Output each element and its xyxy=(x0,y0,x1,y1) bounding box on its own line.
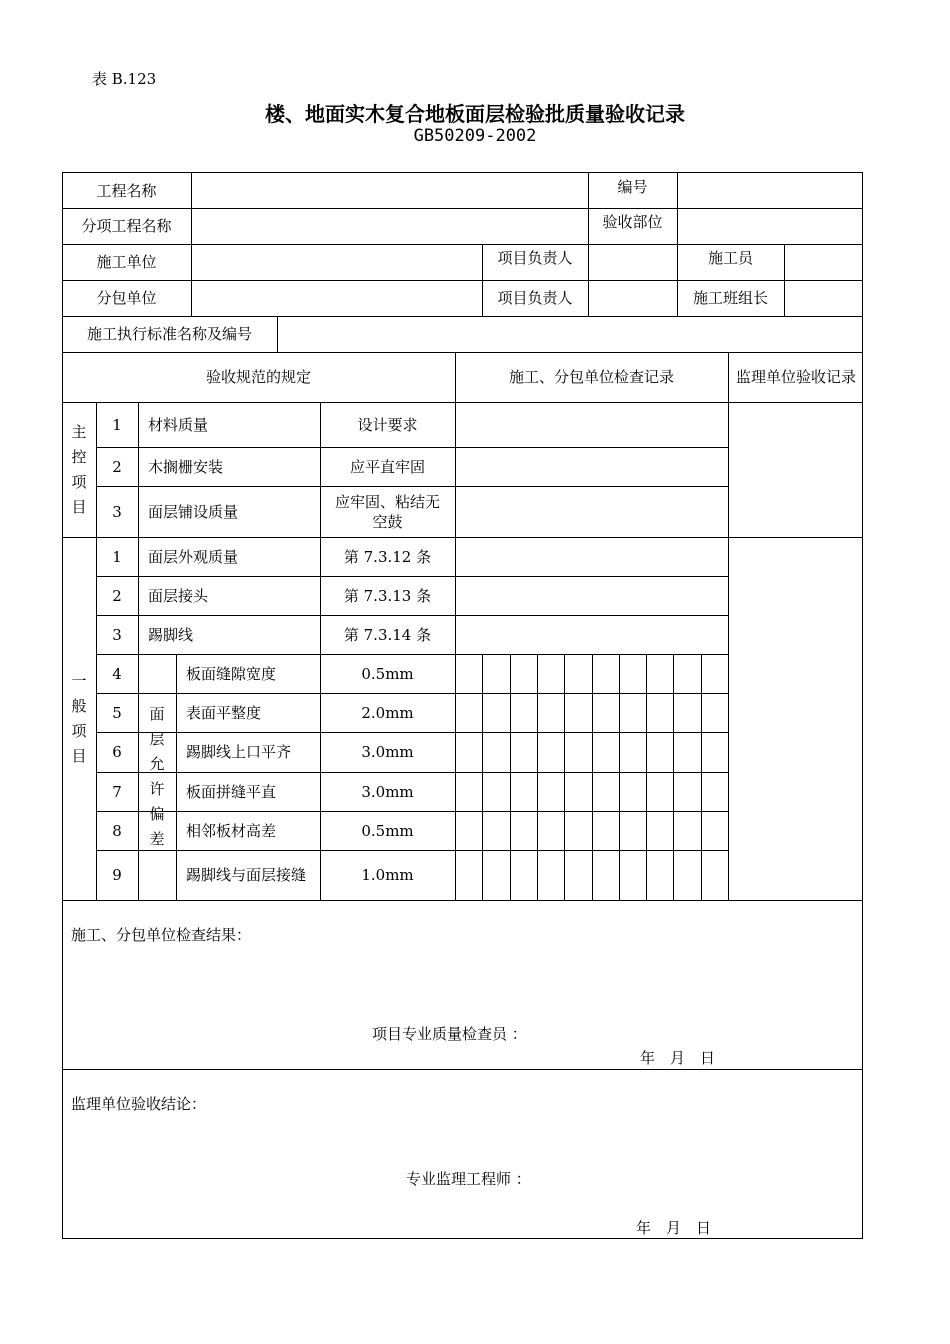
item-name: 面层外观质量 xyxy=(148,547,239,566)
item-number: 1 xyxy=(112,547,122,566)
general-items-label-char: 目 xyxy=(71,746,87,765)
deviation-label-char: 偏 xyxy=(149,805,165,823)
item-name: 踢脚线上口平齐 xyxy=(186,743,292,761)
grid-line xyxy=(191,172,192,317)
grid-line xyxy=(619,654,620,901)
label-number: 编号 xyxy=(617,178,648,196)
grid-line xyxy=(862,172,863,1239)
grid-line xyxy=(564,654,565,901)
grid-line xyxy=(728,402,729,901)
item-requirement: 1.0mm xyxy=(361,866,414,884)
deviation-label-char: 差 xyxy=(149,830,165,848)
item-requirement: 3.0mm xyxy=(361,743,414,761)
label-team-leader: 施工班组长 xyxy=(692,289,768,307)
item-number: 2 xyxy=(112,586,122,605)
general-items-label-char: 项 xyxy=(71,721,87,740)
grid-line xyxy=(510,654,511,901)
item-number: 1 xyxy=(112,415,122,434)
main-control-label-char: 控 xyxy=(71,447,87,466)
column-check-record: 施工、分包单位检查记录 xyxy=(508,368,674,386)
grid-line xyxy=(588,244,589,317)
grid-line xyxy=(646,654,647,901)
grid-line xyxy=(537,654,538,901)
item-number: 5 xyxy=(112,703,122,722)
item-number: 7 xyxy=(112,782,122,801)
label-project-manager: 项目负责人 xyxy=(497,249,573,267)
item-name: 板面缝隙宽度 xyxy=(186,664,277,683)
item-name: 踢脚线与面层接缝 xyxy=(186,866,307,884)
grid-line xyxy=(728,352,729,403)
deviation-label-char: 允 xyxy=(149,755,165,773)
inspector-label: 项目专业质量检查员 ： xyxy=(372,1025,527,1043)
grid-line xyxy=(277,316,278,353)
standard-code: GB50209-2002 xyxy=(413,126,537,146)
item-requirement: 第 7.3.14 条 xyxy=(343,625,432,644)
deviation-label-char: 许 xyxy=(149,780,165,798)
general-items-label-char: 一 xyxy=(71,671,87,690)
item-name: 表面平整度 xyxy=(186,703,262,722)
item-name: 相邻板材高差 xyxy=(186,821,277,840)
date-1: 年 月 日 xyxy=(640,1049,716,1067)
label-standard: 施工执行标准名称及编号 xyxy=(86,325,252,343)
item-requirement: 0.5mm xyxy=(361,664,414,683)
grid-line xyxy=(701,654,702,901)
item-name: 材料质量 xyxy=(148,415,209,434)
item-number: 3 xyxy=(112,502,122,521)
item-requirement: 应平直牢固 xyxy=(349,457,425,476)
table-number: 表 B.123 xyxy=(92,70,157,88)
main-control-label xyxy=(62,402,96,537)
general-items-label xyxy=(62,537,96,900)
column-supervision: 监理单位验收记录 xyxy=(735,368,856,386)
page-title: 楼、地面实木复合地板面层检验批质量验收记录 xyxy=(265,102,685,126)
deviation-label-char: 面 xyxy=(149,705,165,723)
item-number: 3 xyxy=(112,625,122,644)
item-requirement: 0.5mm xyxy=(361,821,414,840)
deviation-label-char: 层 xyxy=(149,730,165,748)
item-requirement: 第 7.3.12 条 xyxy=(343,547,432,566)
item-requirement: 设计要求 xyxy=(357,415,418,434)
supervision-conclusion-label: 监理单位验收结论： xyxy=(71,1095,207,1113)
item-number: 8 xyxy=(112,821,122,840)
item-number: 2 xyxy=(112,457,122,476)
grid-line xyxy=(455,402,456,901)
item-requirement: 第 7.3.13 条 xyxy=(343,586,432,605)
column-spec: 验收规范的规定 xyxy=(205,368,311,386)
grid-line xyxy=(62,1069,863,1070)
label-project-name: 工程名称 xyxy=(96,181,157,200)
grid-line xyxy=(673,654,674,901)
item-number: 6 xyxy=(112,743,122,761)
main-control-label-char: 主 xyxy=(71,422,87,441)
grid-line xyxy=(482,654,483,901)
label-constructor: 施工员 xyxy=(707,249,753,267)
item-requirement: 2.0mm xyxy=(361,703,414,722)
main-control-label-char: 项 xyxy=(71,472,87,491)
label-sub-project: 分项工程名称 xyxy=(81,217,172,235)
item-requirement: 应牢固、粘结无空鼓 xyxy=(334,492,440,531)
date-2: 年 月 日 xyxy=(636,1219,712,1237)
item-name: 踢脚线 xyxy=(148,625,194,644)
label-construction-unit: 施工单位 xyxy=(96,253,157,271)
item-number: 4 xyxy=(112,664,122,683)
grid-line xyxy=(592,654,593,901)
label-project-manager-2: 项目负责人 xyxy=(497,289,573,307)
general-items-label-char: 般 xyxy=(71,696,87,715)
main-control-label-char: 目 xyxy=(71,497,87,516)
check-result-label: 施工、分包单位检查结果： xyxy=(71,926,252,944)
item-name: 板面拼缝平直 xyxy=(186,782,277,801)
grid-line xyxy=(62,1238,863,1239)
grid-line xyxy=(784,244,785,317)
item-name: 木搁栅安装 xyxy=(148,457,224,476)
item-name: 面层铺设质量 xyxy=(148,502,239,521)
deviation-label xyxy=(138,654,176,900)
label-acceptance-part: 验收部位 xyxy=(602,213,663,231)
label-subcontract-unit: 分包单位 xyxy=(96,289,157,307)
item-name: 面层接头 xyxy=(148,586,209,605)
item-number: 9 xyxy=(112,866,122,884)
grid-line xyxy=(62,900,863,901)
engineer-label: 专业监理工程师 ： xyxy=(406,1170,531,1188)
item-requirement: 3.0mm xyxy=(361,782,414,801)
